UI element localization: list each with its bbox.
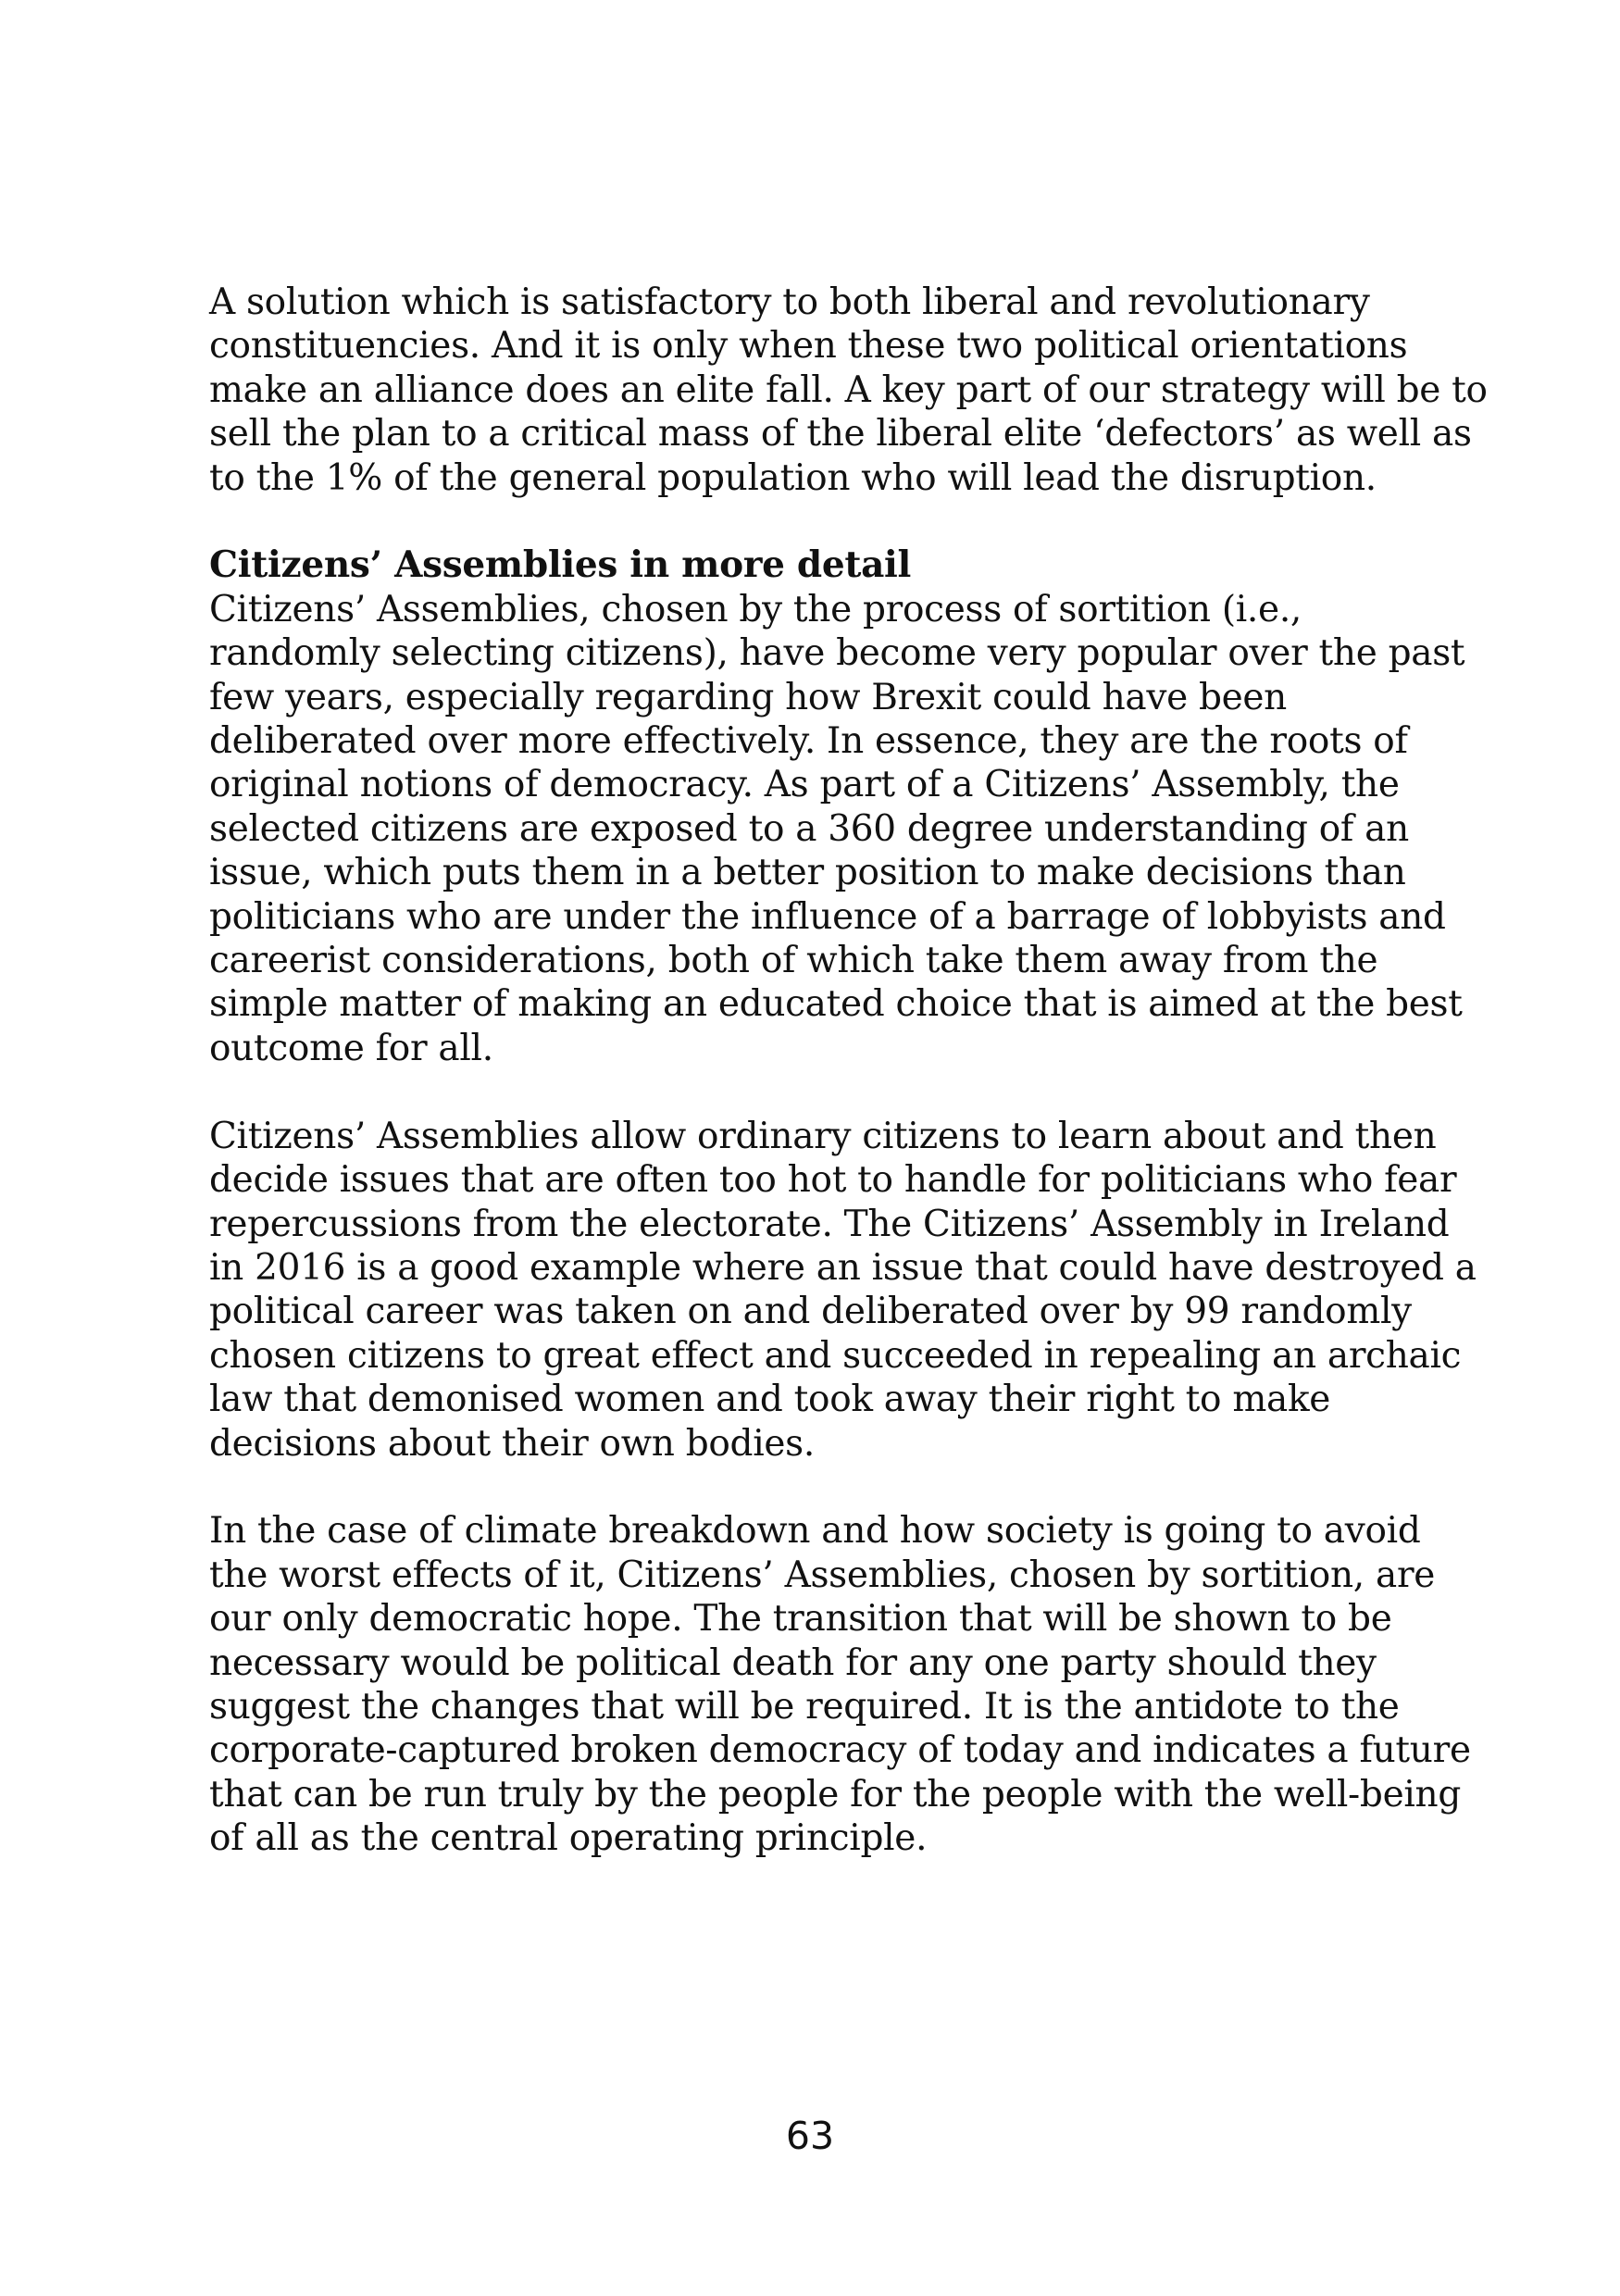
text-line: politicians who are under the influence of a barrage of lobbyists and [209, 895, 1446, 938]
page-body [209, 281, 1488, 1861]
section-heading: Citizens’ Assemblies in more detail [209, 543, 912, 587]
text-line: simple matter of making an educated choice that is aimed at the best [209, 983, 1463, 1026]
page-number: 63 [785, 2114, 835, 2158]
text-line: decisions about their own bodies. [209, 1422, 815, 1465]
text-line: randomly selecting citizens), have become very popular over the past [209, 632, 1465, 675]
text-line: In the case of climate breakdown and how society is going to avoid [209, 1510, 1421, 1553]
paragraph-ireland-example [209, 1115, 1477, 1466]
paragraph-spacer [209, 500, 1422, 543]
text-line: the worst effects of it, Citizens’ Assemblies, chosen by sortition, are [209, 1554, 1436, 1596]
text-line: issue, which puts them in a better position to make decisions than [209, 852, 1406, 894]
paragraph-spacer [209, 1466, 1422, 1509]
text-line: sell the plan to a critical mass of the liberal elite ‘defectors’ as well as [209, 413, 1472, 455]
text-line: original notions of democracy. As part of a Citizens’ Assembly, the [209, 764, 1400, 806]
text-line: decide issues that are often too hot to handle for politicians who fear [209, 1159, 1457, 1202]
text-line: constituencies. And it is only when these two political orientations [209, 325, 1408, 368]
text-line: few years, especially regarding how Brexit could have been [209, 676, 1287, 718]
text-line: chosen citizens to great effect and succeeded in repealing an archaic [209, 1334, 1462, 1377]
text-line: that can be run truly by the people for the people with the well-being [209, 1773, 1462, 1816]
text-line: necessary would be political death for any one party should they [209, 1641, 1377, 1684]
text-line: careerist considerations, both of which take them away from the [209, 940, 1378, 982]
text-line: Citizens’ Assemblies allow ordinary citizens to learn about and then [209, 1115, 1437, 1157]
text-line: political career was taken on and deliberated over by 99 randomly [209, 1291, 1412, 1333]
text-line: make an alliance does an elite fall. A key part of our strategy will be to [209, 368, 1488, 411]
text-line: to the 1% of the general population who will lead the disruption. [209, 456, 1377, 499]
text-line: corporate-captured broken democracy of today and indicates a future [209, 1729, 1471, 1772]
paragraph-spacer [209, 1070, 1422, 1114]
text-line: law that demonised women and took away their right to make [209, 1379, 1331, 1421]
text-line: Citizens’ Assemblies, chosen by the process of sortition (i.e., [209, 588, 1302, 630]
text-line: A solution which is satisfactory to both liberal and revolutionary [209, 281, 1370, 323]
paragraph-intro [209, 281, 1488, 500]
paragraph-citizens-assemblies [209, 543, 1465, 1070]
text-line: in 2016 is a good example where an issue that could have destroyed a [209, 1246, 1477, 1289]
text-line: our only democratic hope. The transition that will be shown to be [209, 1598, 1392, 1641]
text-line: of all as the central operating principle. [209, 1817, 928, 1860]
text-line: suggest the changes that will be required. It is the antidote to the [209, 1685, 1400, 1728]
text-line: repercussions from the electorate. The Citizens’ Assembly in Ireland [209, 1203, 1450, 1245]
text-line: deliberated over more effectively. In essence, they are the roots of [209, 720, 1408, 763]
paragraph-climate [209, 1509, 1471, 1860]
text-line: selected citizens are exposed to a 360 degree understanding of an [209, 807, 1409, 850]
text-line: outcome for all. [209, 1027, 493, 1069]
